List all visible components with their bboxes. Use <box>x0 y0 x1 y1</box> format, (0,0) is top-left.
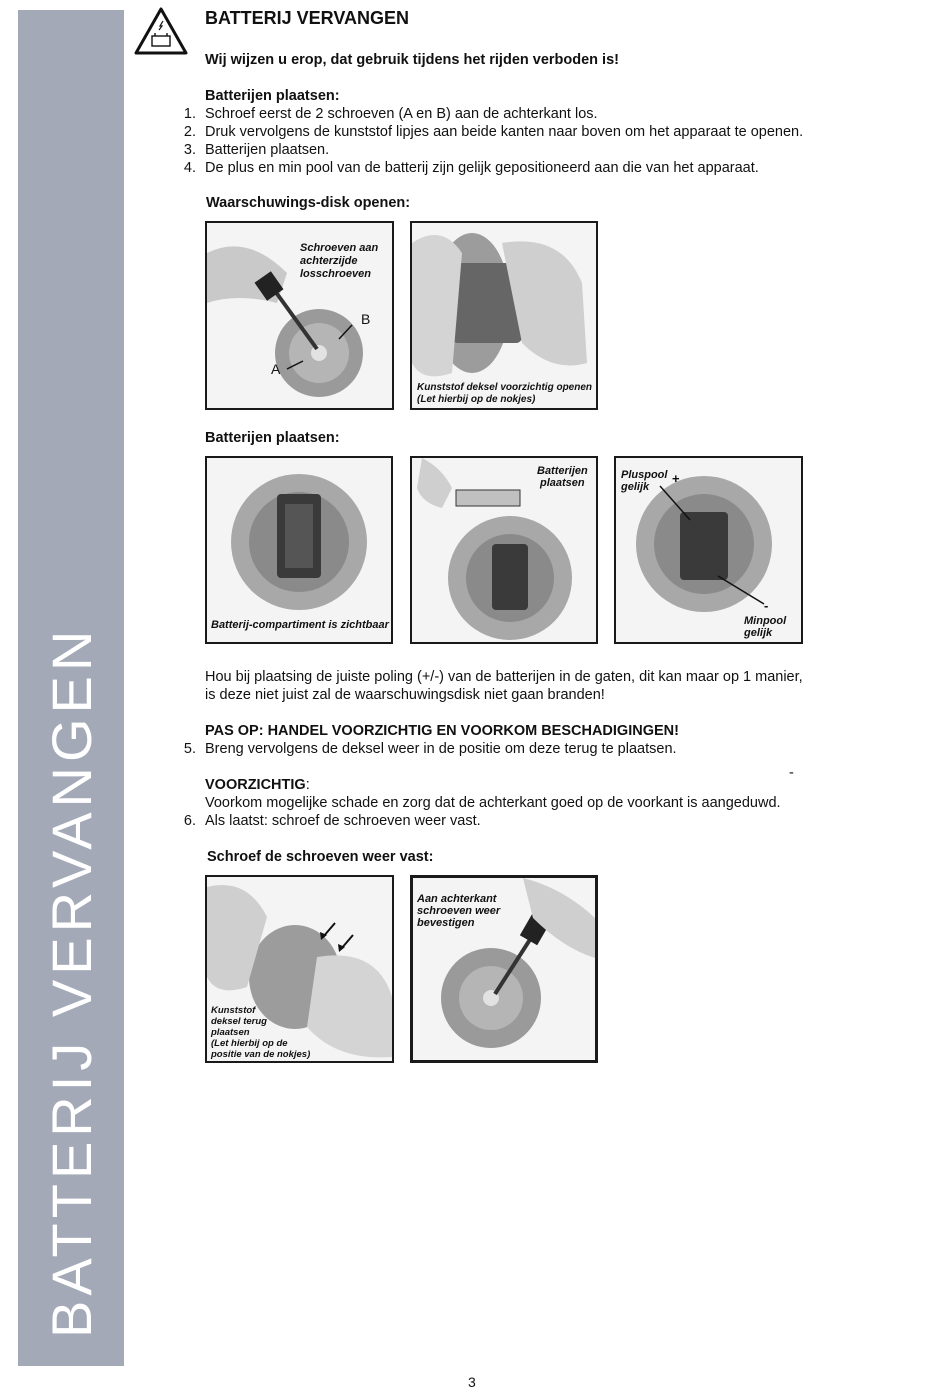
step-text: Schroef eerst de 2 schroeven (A en B) aan de achterkant los. <box>205 106 598 122</box>
caution-heading: PAS OP: HANDEL VOORZICHTIG EN VOORKOM BESCHADIGINGEN! <box>205 723 679 739</box>
caption: Batterij-compartiment is zichtbaar <box>211 619 389 631</box>
figure-heading-batteries: Batterijen plaatsen: <box>205 430 340 446</box>
caption-line: Pluspool <box>621 469 668 481</box>
step-text: Breng vervolgens de deksel weer in de positie om deze terug te plaatsen. <box>205 741 677 757</box>
step-text: Batterijen plaatsen. <box>205 142 330 158</box>
step-number: 1. <box>183 106 196 122</box>
step-number: 5. <box>183 741 196 757</box>
caption-line: Kunststof deksel voorzichtig openen <box>417 382 593 393</box>
driving-warning: Wij wijzen u erop, dat gebruik tijdens het rijden verboden is! <box>205 52 619 68</box>
step-number: 2. <box>183 124 196 140</box>
caption-line: (Let hierbij op de <box>211 1038 288 1049</box>
section-heading-place-batteries: Batterijen plaatsen: <box>205 88 340 104</box>
caution-subheading-colon: : <box>305 777 310 793</box>
caution-text: Voorkom mogelijke schade en zorg dat de achterkant goed op de voorkant is aangeduwd. <box>205 795 781 811</box>
page-title: BATTERIJ VERVANGEN <box>205 8 410 28</box>
stray-mark: - <box>789 765 794 781</box>
label-b: B <box>361 311 371 327</box>
caption-line: achterzijde <box>300 255 358 267</box>
polarity-note-line: is deze niet juist zal de waarschuwingsdisk niet gaan branden! <box>205 687 605 703</box>
sidebar-band <box>18 10 124 1366</box>
step-text: De plus en min pool van de batterij zijn gelijk gepositioneerd aan die van het apparaat. <box>205 160 759 176</box>
sidebar-title: BATTERIJ VERVANGEN <box>39 625 103 1338</box>
photo-unscrew <box>205 221 394 410</box>
step-number: 4. <box>183 160 196 176</box>
polarity-note-line: Hou bij plaatsing de juiste poling (+/-) van de batterijen in de gaten, dit kan maar op 1 manier, <box>205 669 803 685</box>
caution-subheading <box>205 776 310 794</box>
caption-line: losschroeven <box>300 268 371 280</box>
caption-line: schroeven weer <box>417 905 501 917</box>
photo-open-cover <box>410 221 598 410</box>
photo-insert-batteries <box>410 456 598 644</box>
caption-line: gelijk <box>744 627 773 639</box>
caution-subheading-text: VOORZICHTIG <box>205 777 306 793</box>
figure-heading-close: Schroef de schroeven weer vast: <box>207 849 434 865</box>
caption-line: positie van de nokjes) <box>211 1049 311 1060</box>
caption-line: gelijk <box>621 481 650 493</box>
caption-line: deksel terug <box>211 1016 267 1027</box>
photo-battery-compartment <box>205 456 393 644</box>
step-number: 6. <box>183 813 196 829</box>
caption-line: (Let hierbij op de nokjes) <box>417 394 536 405</box>
min-sign: - <box>764 598 769 613</box>
caption-line: Kunststof <box>211 1005 256 1016</box>
caption-line: bevestigen <box>417 917 475 929</box>
figure-heading-open: Waarschuwings-disk openen: <box>206 195 411 211</box>
page-number: 3 <box>468 1374 476 1390</box>
plus-sign: + <box>672 471 680 486</box>
caption-line: Minpool <box>744 615 787 627</box>
photo-replace-cover <box>205 875 394 1063</box>
caption-line: plaatsen <box>211 1027 250 1038</box>
caption-line: Batterijen <box>537 465 588 477</box>
label-a: A <box>271 361 281 377</box>
step-number: 3. <box>183 142 196 158</box>
caption-line: Schroeven aan <box>300 242 379 254</box>
warning-triangle-icon <box>133 6 189 56</box>
photo-fasten-screws <box>410 875 598 1063</box>
step-text: Druk vervolgens de kunststof lipjes aan beide kanten naar boven om het apparaat te openen. <box>205 124 804 140</box>
caption-line: plaatsen <box>540 477 585 489</box>
photo-polarity <box>614 456 803 644</box>
caption-line: Aan achterkant <box>417 893 497 905</box>
step-text: Als laatst: schroef de schroeven weer vast. <box>205 813 481 829</box>
